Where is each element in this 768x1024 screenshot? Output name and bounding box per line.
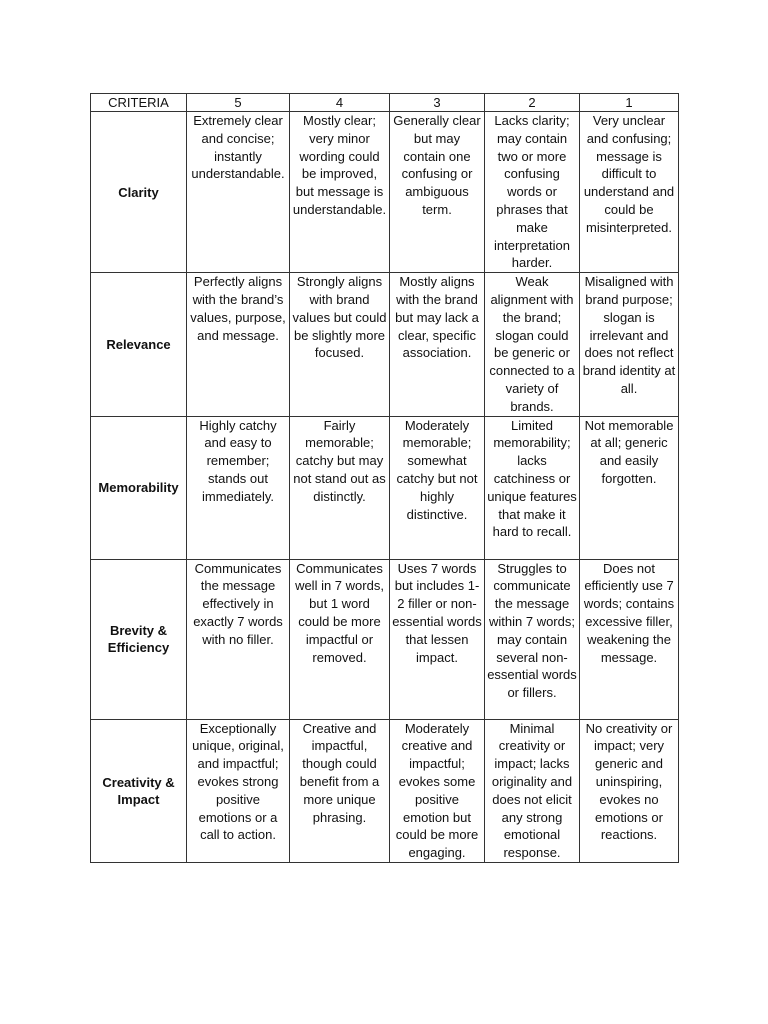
- table-cell: Minimal creativity or impact; lacks originality and does not elicit any strong emotional response.: [485, 719, 580, 862]
- table-cell: Limited memorability; lacks catchiness or unique features that make it hard to recall.: [485, 416, 580, 559]
- header-score-3: 3: [390, 94, 485, 112]
- table-cell: Communicates the message effectively in exactly 7 words with no filler.: [187, 559, 290, 719]
- criterion-brevity-efficiency: Brevity & Efficiency: [91, 559, 187, 719]
- table-cell: Not memorable at all; generic and easily forgotten.: [580, 416, 679, 559]
- header-score-2: 2: [485, 94, 580, 112]
- table-row: [91, 273, 679, 416]
- criterion-clarity: Clarity: [91, 112, 187, 273]
- criterion-relevance: Relevance: [91, 273, 187, 416]
- table-cell: Struggles to communicate the message within 7 words; may contain several non-essential words or fillers.: [485, 559, 580, 719]
- table-cell: Uses 7 words but includes 1-2 filler or non-essential words that lessen impact.: [390, 559, 485, 719]
- table-cell: Extremely clear and concise; instantly understandable.: [187, 112, 290, 273]
- rubric-table: [90, 93, 679, 863]
- header-criteria: CRITERIA: [91, 94, 187, 112]
- header-score-5: 5: [187, 94, 290, 112]
- table-row: [91, 112, 679, 273]
- table-row: [91, 559, 679, 719]
- table-cell: Moderately creative and impactful; evokes some positive emotion but could be more engaging.: [390, 719, 485, 862]
- table-row: [91, 719, 679, 862]
- table-cell: Mostly aligns with the brand but may lack a clear, specific association.: [390, 273, 485, 416]
- table-cell: Highly catchy and easy to remember; stands out immediately.: [187, 416, 290, 559]
- header-score-1: 1: [580, 94, 679, 112]
- table-cell: Weak alignment with the brand; slogan could be generic or connected to a variety of brands.: [485, 273, 580, 416]
- table-cell: Moderately memorable; somewhat catchy but not highly distinctive.: [390, 416, 485, 559]
- table-cell: No creativity or impact; very generic and uninspiring, evokes no emotions or reactions.: [580, 719, 679, 862]
- table-cell: Fairly memorable; catchy but may not stand out as distinctly.: [290, 416, 390, 559]
- criterion-creativity-impact: Creativity & Impact: [91, 719, 187, 862]
- table-cell: Creative and impactful, though could benefit from a more unique phrasing.: [290, 719, 390, 862]
- table-cell: Perfectly aligns with the brand’s values, purpose, and message.: [187, 273, 290, 416]
- table-cell: Generally clear but may contain one confusing or ambiguous term.: [390, 112, 485, 273]
- table-cell: Communicates well in 7 words, but 1 word could be more impactful or removed.: [290, 559, 390, 719]
- table-cell: Misaligned with brand purpose; slogan is irrelevant and does not reflect brand identity at all.: [580, 273, 679, 416]
- criterion-memorability: Memorability: [91, 416, 187, 559]
- header-row: [91, 94, 679, 112]
- table-cell: Does not efficiently use 7 words; contains excessive filler, weakening the message.: [580, 559, 679, 719]
- header-score-4: 4: [290, 94, 390, 112]
- table-cell: Lacks clarity; may contain two or more confusing words or phrases that make interpretation harder.: [485, 112, 580, 273]
- table-cell: Exceptionally unique, original, and impactful; evokes strong positive emotions or a call to action.: [187, 719, 290, 862]
- table-cell: Mostly clear; very minor wording could be improved, but message is understandable.: [290, 112, 390, 273]
- table-row: [91, 416, 679, 559]
- table-cell: Strongly aligns with brand values but could be slightly more focused.: [290, 273, 390, 416]
- table-cell: Very unclear and confusing; message is difficult to understand and could be misinterpreted.: [580, 112, 679, 273]
